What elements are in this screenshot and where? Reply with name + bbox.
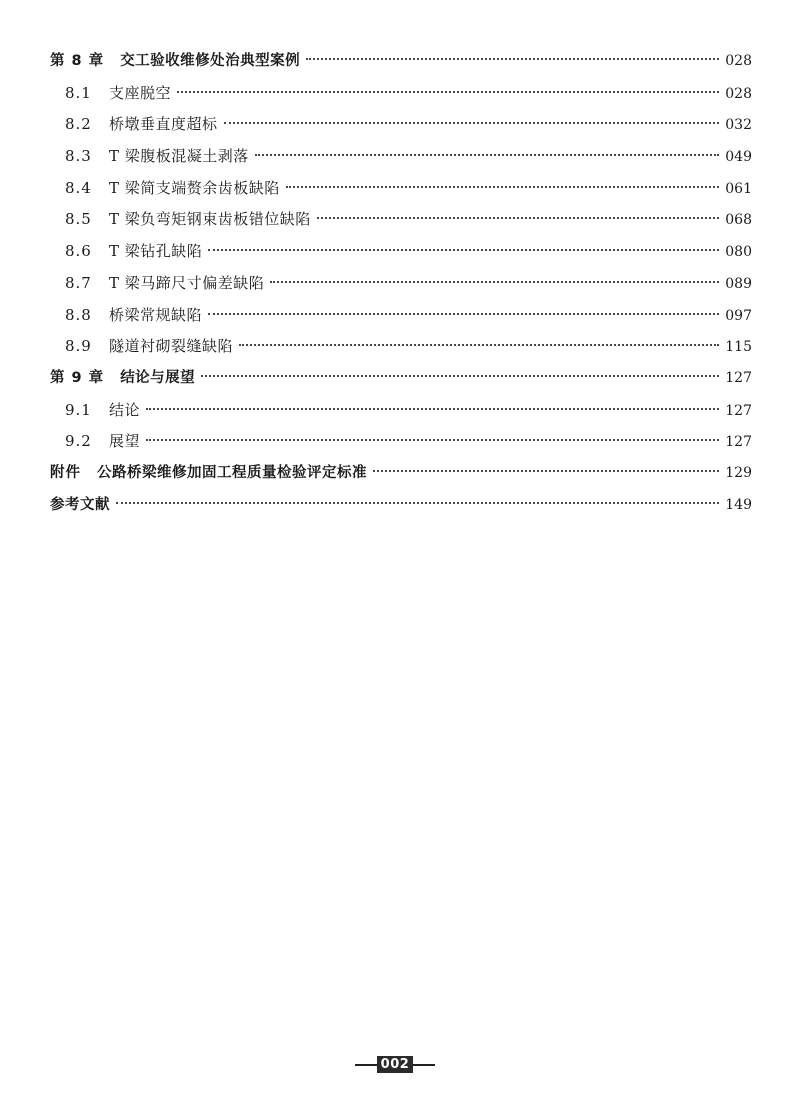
dot-leader — [224, 122, 720, 124]
toc-entry-9-2[interactable] — [50, 426, 752, 458]
page-footer — [0, 1056, 790, 1073]
toc-entry-page: 129 — [725, 464, 752, 481]
toc-entry-9-1[interactable] — [50, 395, 752, 427]
toc-entry-chapter-9[interactable] — [50, 363, 752, 395]
toc-entry-8-4[interactable] — [50, 173, 752, 205]
toc-entry-page: 028 — [725, 53, 752, 69]
page-number: 002 — [377, 1056, 414, 1073]
toc-entry-appendix[interactable] — [50, 458, 752, 490]
footer-rule-right — [413, 1064, 435, 1066]
toc-entry-references[interactable] — [50, 490, 752, 522]
toc-entry-page: 049 — [725, 149, 752, 166]
dot-leader — [208, 249, 719, 251]
toc-entry-number: 第 8 章 — [50, 53, 105, 69]
footer-rule-left — [355, 1064, 377, 1066]
toc-entry-title: T 梁马蹄尺寸偏差缺陷 — [109, 273, 265, 292]
toc-entry-number: 8.8 — [65, 305, 92, 324]
toc-entry-page: 032 — [725, 117, 752, 134]
toc-entry-number: 8.1 — [65, 83, 92, 102]
toc-entry-8-2[interactable] — [50, 109, 752, 141]
toc-entry-title: 展望 — [109, 432, 141, 451]
toc-entry-title: T 梁钻孔缺陷 — [109, 242, 203, 261]
toc-entry-number: 8.7 — [65, 273, 92, 292]
toc-entry-page: 127 — [725, 434, 752, 451]
toc-entry-page: 127 — [725, 402, 752, 419]
toc-entry-title: 桥梁常规缺陷 — [109, 305, 203, 324]
dot-leader — [270, 281, 719, 283]
dot-leader — [255, 154, 719, 156]
toc-entry-page: 028 — [725, 85, 752, 102]
toc-entry-number: 8.2 — [65, 115, 92, 134]
toc-entry-page: 097 — [725, 307, 752, 324]
toc-entry-number: 8.4 — [65, 178, 92, 197]
dot-leader — [306, 58, 719, 60]
toc-entry-number: 9.1 — [65, 400, 92, 419]
toc-entry-number: 8.6 — [65, 242, 92, 261]
dot-leader — [146, 408, 719, 410]
toc-entry-number: 第 9 章 — [50, 369, 105, 386]
toc-entry-title: T 梁简支端赘余齿板缺陷 — [109, 178, 280, 197]
toc-entry-page: 080 — [725, 244, 752, 261]
toc-entry-title: 结论 — [109, 400, 141, 419]
toc-entry-title: 公路桥梁维修加固工程质量检验评定标准 — [97, 464, 367, 481]
table-of-contents — [50, 46, 752, 521]
toc-entry-number: 9.2 — [65, 432, 92, 451]
toc-entry-title: 参考文献 — [50, 496, 110, 513]
dot-leader — [286, 186, 719, 188]
toc-entry-number: 8.5 — [65, 210, 92, 229]
toc-entry-8-5[interactable] — [50, 204, 752, 236]
toc-entry-title: 隧道衬砌裂缝缺陷 — [109, 337, 234, 356]
toc-entry-8-1[interactable] — [50, 78, 752, 110]
dot-leader — [201, 375, 719, 377]
toc-entry-title: 桥墩垂直度超标 — [109, 115, 218, 134]
toc-entry-number: 8.9 — [65, 337, 92, 356]
toc-entry-title: T 梁负弯矩钢束齿板错位缺陷 — [109, 210, 311, 229]
dot-leader — [208, 313, 719, 315]
toc-entry-page: 061 — [725, 180, 752, 197]
toc-entry-page: 127 — [725, 369, 752, 386]
toc-entry-8-9[interactable] — [50, 331, 752, 363]
toc-entry-page: 149 — [725, 496, 752, 513]
toc-entry-8-6[interactable] — [50, 236, 752, 268]
toc-entry-page: 068 — [725, 212, 752, 229]
toc-entry-title: 支座脱空 — [109, 83, 172, 102]
dot-leader — [116, 502, 719, 504]
dot-leader — [146, 439, 719, 441]
toc-entry-8-7[interactable] — [50, 268, 752, 300]
dot-leader — [317, 217, 719, 219]
toc-entry-title: 交工验收维修处治典型案例 — [120, 53, 301, 69]
toc-entry-number: 附件 — [50, 464, 81, 481]
toc-entry-title: T 梁腹板混凝土剥落 — [109, 147, 249, 166]
dot-leader — [239, 344, 719, 346]
toc-entry-chapter-8[interactable] — [50, 46, 752, 78]
toc-entry-title: 结论与展望 — [120, 369, 196, 386]
dot-leader — [373, 470, 719, 472]
dot-leader — [177, 91, 719, 93]
toc-entry-8-8[interactable] — [50, 300, 752, 332]
toc-entry-number: 8.3 — [65, 147, 92, 166]
toc-entry-page: 089 — [725, 275, 752, 292]
toc-entry-8-3[interactable] — [50, 141, 752, 173]
toc-entry-page: 115 — [725, 339, 752, 356]
